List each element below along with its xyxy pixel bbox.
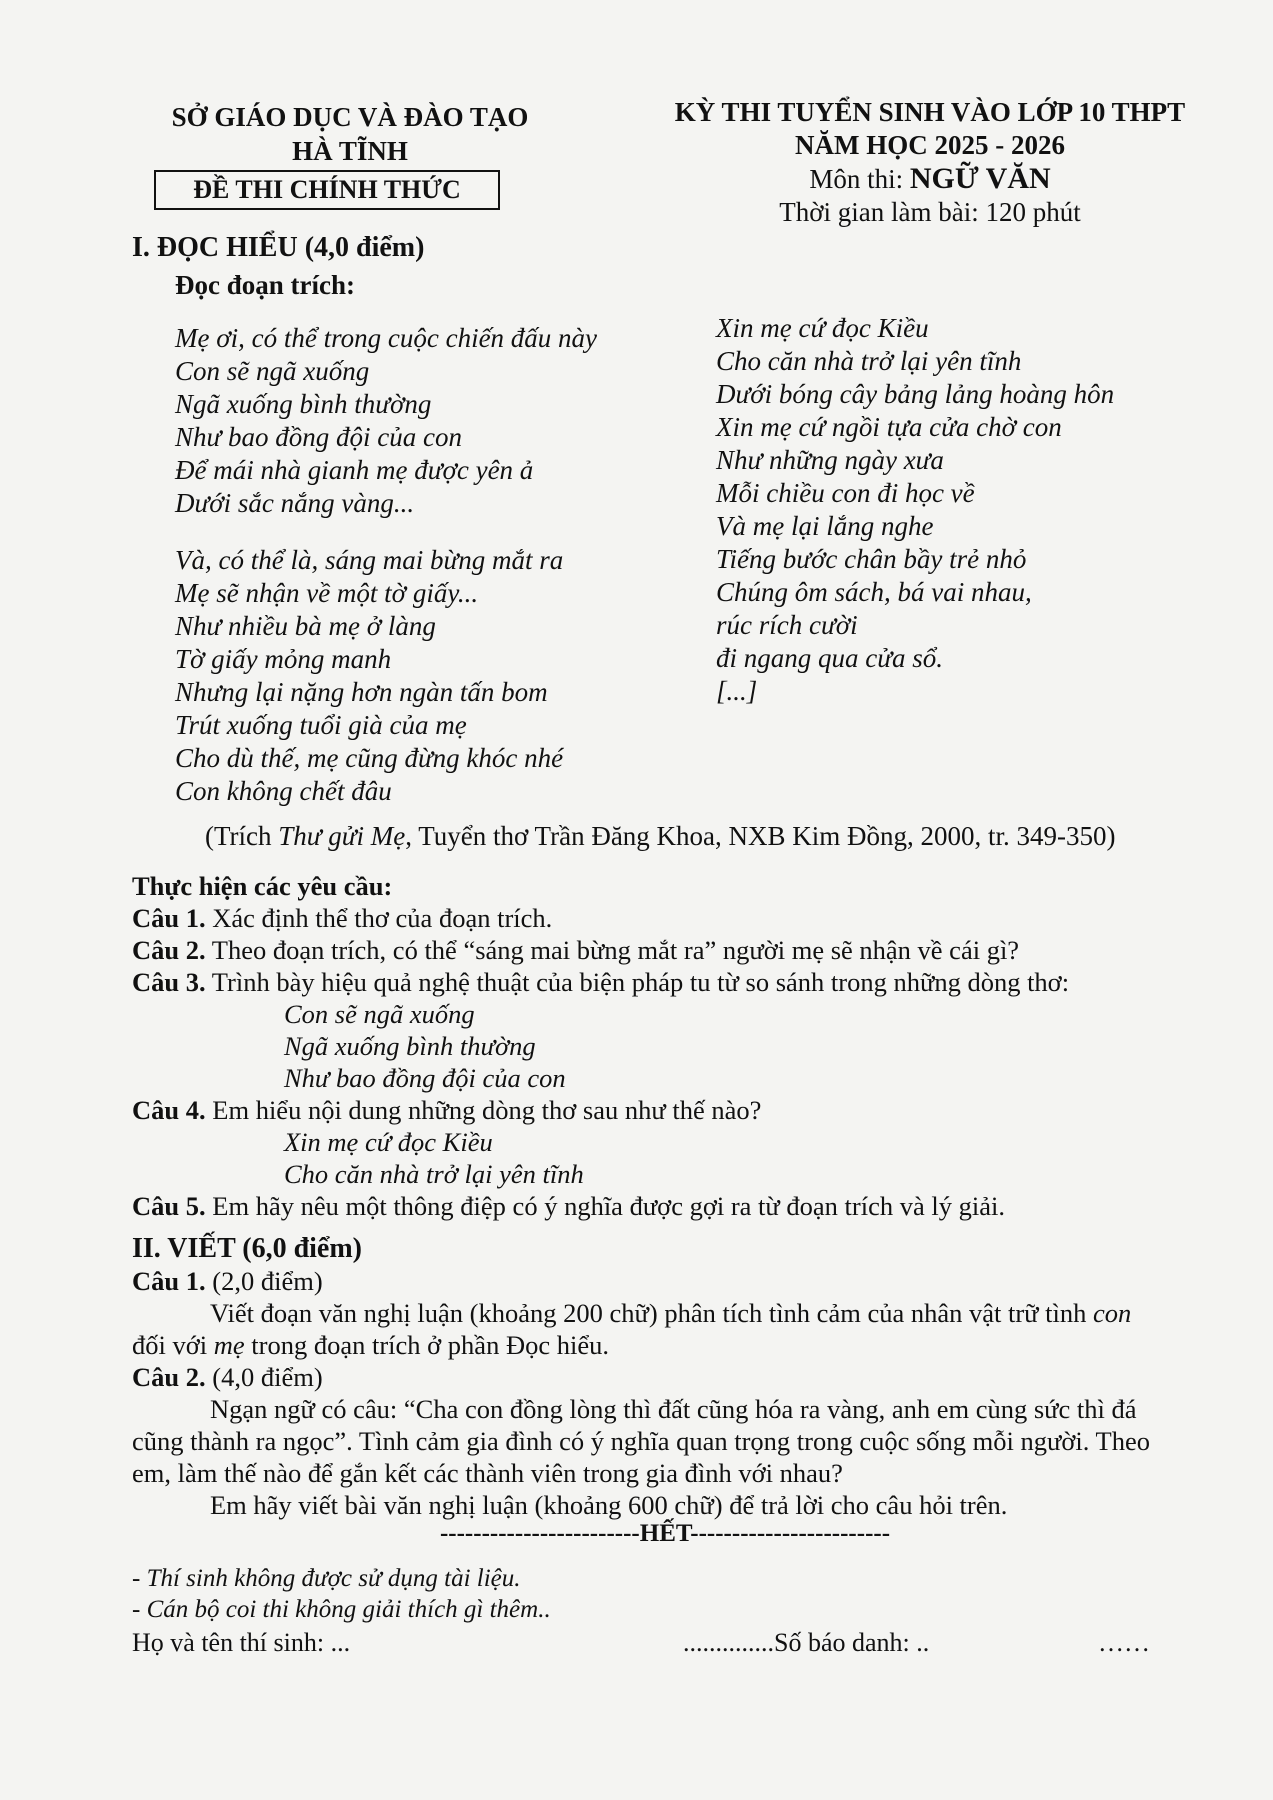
- question-label: Câu 1.: [132, 903, 206, 933]
- poem-line: Mỗi chiều con đi học về: [716, 478, 975, 508]
- question-3: [132, 966, 1069, 998]
- department-block: [140, 100, 560, 168]
- poem-left-column: [175, 322, 597, 808]
- poem-line: Như bao đồng đội của con: [175, 422, 462, 452]
- exam-title: KỲ THI TUYỂN SINH VÀO LỚP 10 THPT: [674, 97, 1186, 127]
- note-line: - Cán bộ coi thi không giải thích gì thêm..: [132, 1596, 551, 1623]
- poem-line: Tờ giấy mỏng manh: [175, 644, 392, 674]
- quote-line: Cho căn nhà trở lại yên tĩnh: [284, 1159, 584, 1189]
- poem-line: Mẹ ơi, có thể trong cuộc chiến đấu này: [175, 323, 598, 353]
- question-label: Câu 3.: [132, 967, 206, 997]
- poem-line: Để mái nhà gianh mẹ được yên ả: [175, 455, 534, 485]
- duration: Thời gian làm bài: 120 phút: [779, 197, 1081, 227]
- poem-stanza-1: [175, 322, 597, 520]
- writing-question-1-header: [132, 1265, 1150, 1297]
- poem-line: Xin mẹ cứ ngồi tựa cửa chờ con: [716, 412, 1062, 442]
- poem-line: đi ngang qua cửa sổ.: [716, 643, 943, 673]
- writing-question-2-header: [132, 1361, 1150, 1393]
- writing-question-2-line: cũng thành ra ngọc”. Tình cảm gia đình có ý nghĩa quan trọng trong cuộc sống mỗi người. Theo: [132, 1426, 1150, 1456]
- question-text: Theo đoạn trích, có thể “sáng mai bừng mắt ra” người mẹ sẽ nhận về cái gì?: [205, 935, 1020, 965]
- poem-line: [...]: [716, 676, 758, 706]
- poem-line: rúc rích cười: [716, 610, 858, 640]
- writing-question-2-line: Em hãy viết bài văn nghị luận (khoảng 600 chữ) để trả lời cho câu hỏi trên.: [210, 1490, 1008, 1520]
- requirements-heading: Thực hiện các yêu cầu:: [132, 871, 393, 901]
- school-year: NĂM HỌC 2025 - 2026: [795, 130, 1065, 160]
- note-line: - Thí sinh không được sử dụng tài liệu.: [132, 1565, 521, 1592]
- question-points: (4,0 điểm): [205, 1362, 323, 1392]
- end-marker: ------------------------HẾT------------------------: [439, 1520, 891, 1547]
- poem-line: Tiếng bước chân bầy trẻ nhỏ: [716, 544, 1027, 574]
- question-label: Câu 2.: [132, 1362, 206, 1392]
- poem-source: [205, 820, 1116, 852]
- text-segment: đối với: [132, 1330, 214, 1360]
- text-segment: Viết đoạn văn nghị luận (khoảng 200 chữ) phân tích tình cảm của nhân vật trữ tình: [210, 1298, 1094, 1328]
- poem-line: Và mẹ lại lắng nghe: [716, 511, 934, 541]
- exam-info-block: [640, 96, 1220, 229]
- subject-label: Môn thi:: [809, 164, 910, 194]
- question-2: [132, 934, 1069, 966]
- poem-line: Con sẽ ngã xuống: [175, 356, 370, 386]
- poem-line: Mẹ sẽ nhận về một tờ giấy...: [175, 578, 479, 608]
- writing-question-1-line1: [132, 1297, 1150, 1329]
- writing-question-2-line: em, làm thế nào để gắn kết các thành viên trong gia đình với nhau?: [132, 1458, 843, 1488]
- question-text: Xác định thể thơ của đoạn trích.: [205, 903, 553, 933]
- department-name: SỞ GIÁO DỤC VÀ ĐÀO TẠO: [171, 102, 529, 132]
- province-name: HÀ TĨNH: [292, 136, 408, 166]
- quote-line: Con sẽ ngã xuống: [284, 999, 475, 1029]
- quote-line: Ngã xuống bình thường: [284, 1031, 536, 1061]
- poem-line: Ngã xuống bình thường: [175, 389, 432, 419]
- poem-right-column: [716, 312, 1114, 708]
- question-text: Trình bày hiệu quả nghệ thuật của biện pháp tu từ so sánh trong những dòng thơ:: [205, 967, 1070, 997]
- question-label: Câu 4.: [132, 1095, 206, 1125]
- source-prefix: (Trích: [205, 821, 279, 851]
- question-points: (2,0 điểm): [205, 1266, 323, 1296]
- question-4: [132, 1094, 1069, 1126]
- text-segment-italic: con: [1093, 1298, 1132, 1328]
- subject-name: NGỮ VĂN: [909, 162, 1051, 195]
- quote-line: Xin mẹ cứ đọc Kiều: [284, 1127, 493, 1157]
- poem-line: Xin mẹ cứ đọc Kiều: [716, 313, 929, 343]
- candidate-number-field: ..............Số báo danh: ..: [683, 1628, 930, 1657]
- poem-line: Cho dù thế, mẹ cũng đừng khóc nhé: [175, 743, 564, 773]
- question-text: Em hãy nêu một thông điệp có ý nghĩa được gợi ra từ đoạn trích và lý giải.: [205, 1191, 1005, 1221]
- writing-question-1-line2: [132, 1329, 1150, 1361]
- poem-line: Trút xuống tuổi già của mẹ: [175, 710, 467, 740]
- poem-line: Con không chết đâu: [175, 776, 392, 806]
- section-reading-heading: I. ĐỌC HIỂU (4,0 điểm): [132, 232, 425, 263]
- poem-stanza-2: [175, 544, 597, 808]
- exam-notes: [132, 1563, 551, 1625]
- question-4-quote: [132, 1126, 1069, 1190]
- official-exam-box: ĐỀ THI CHÍNH THỨC: [154, 170, 500, 210]
- poem-line: Nhưng lại nặng hơn ngàn tấn bom: [175, 677, 548, 707]
- question-5: [132, 1190, 1069, 1222]
- section-writing-heading: II. VIẾT (6,0 điểm): [132, 1233, 363, 1264]
- writing-section: [132, 1233, 1150, 1521]
- poem-line: Chúng ôm sách, bá vai nhau,: [716, 577, 1032, 607]
- subject-line: [640, 162, 1220, 196]
- poem-line: Dưới sắc nắng vàng...: [175, 488, 415, 518]
- reading-questions: [132, 870, 1069, 1222]
- poem-line: Cho căn nhà trở lại yên tĩnh: [716, 346, 1022, 376]
- quote-line: Như bao đồng đội của con: [284, 1063, 566, 1093]
- text-segment: trong đoạn trích ở phần Đọc hiểu.: [244, 1330, 609, 1360]
- poem-line: Dưới bóng cây bảng lảng hoàng hôn: [716, 379, 1115, 409]
- question-3-quote: [132, 998, 1069, 1094]
- source-title: Thư gửi Mẹ: [278, 821, 406, 851]
- trailing-dots: ……: [1098, 1628, 1150, 1657]
- text-segment-italic: mẹ: [213, 1330, 245, 1360]
- writing-question-2-line: Ngạn ngữ có câu: “Cha con đồng lòng thì đất cũng hóa ra vàng, anh em cùng sức thì đá: [210, 1394, 1137, 1424]
- source-details: , Tuyển thơ Trần Đăng Khoa, NXB Kim Đồng, 2000, tr. 349-350): [405, 821, 1116, 851]
- question-label: Câu 2.: [132, 935, 206, 965]
- question-label: Câu 5.: [132, 1191, 206, 1221]
- poem-line: Và, có thể là, sáng mai bừng mắt ra: [175, 545, 564, 575]
- reading-intro: Đọc đoạn trích:: [175, 270, 355, 300]
- candidate-name-field: Họ và tên thí sinh: ...: [132, 1628, 351, 1657]
- poem-line: Như nhiều bà mẹ ở làng: [175, 611, 436, 641]
- question-label: Câu 1.: [132, 1266, 206, 1296]
- question-1: [132, 902, 1069, 934]
- poem-line: Như những ngày xưa: [716, 445, 944, 475]
- question-text: Em hiểu nội dung những dòng thơ sau như thế nào?: [205, 1095, 762, 1125]
